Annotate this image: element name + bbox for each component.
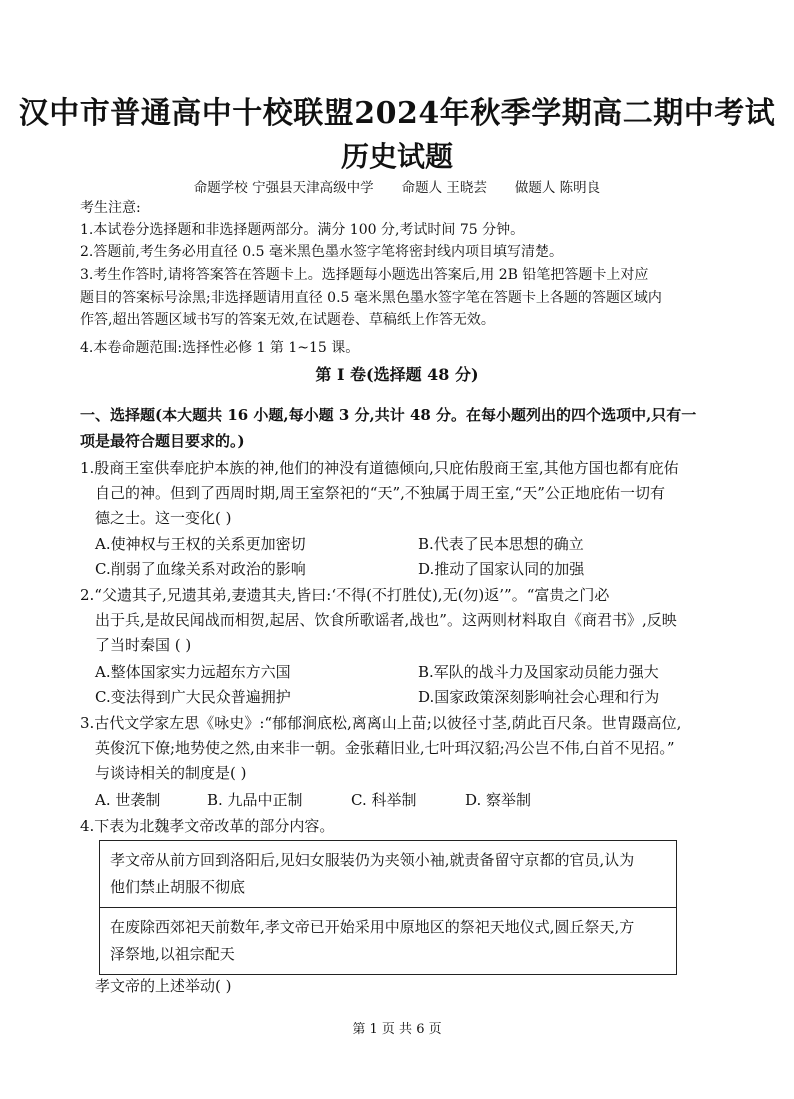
question-4-table	[99, 840, 677, 975]
question-2-option-d: D.国家政策深刻影响社会心理和行为	[418, 688, 660, 706]
notice-item: 题目的答案标号涂黑;非选择题请用直径 0.5 毫米黑色墨水签字笔在答题卡上各题的答题区域内	[80, 290, 662, 306]
question-1-option-a: A.使神权与王权的关系更加密切	[95, 535, 306, 553]
solver-name: 做题人 陈明良	[514, 180, 601, 196]
question-3-option-b: B. 九品中正制	[207, 791, 303, 809]
table-row	[100, 908, 676, 974]
question-3-text: 英俊沉下僚;地势使之然,由来非一朝。金张藉旧业,七叶珥汉貂;冯公岂不伟,白首不见招。”	[95, 739, 675, 757]
notice-heading: 考生注意:	[80, 200, 141, 216]
section-instructions: 项是最符合题目要求的。)	[80, 432, 245, 450]
table-cell-text: 在废除西郊祀天前数年,孝文帝已开始采用中原地区的祭祀天地仪式,圆丘祭天,方	[110, 918, 635, 936]
question-1-option-d: D.推动了国家认同的加强	[418, 560, 585, 578]
notice-item: 1.本试卷分选择题和非选择题两部分。满分 100 分,考试时间 75 分钟。	[80, 222, 525, 238]
question-2-text: 2.“父遗其子,兄遗其弟,妻遗其夫,皆曰:‘不得(不打胜仗),无(勿)返’”。“富贵之门必	[80, 586, 610, 604]
question-3-option-c: C. 科举制	[351, 791, 417, 809]
table-row	[100, 841, 676, 908]
exam-title: 汉中市普通高中十校联盟2024年秋季学期高二期中考试	[18, 96, 776, 131]
author-name: 命题人 王晓芸	[401, 180, 487, 196]
question-3-option-a: A. 世袭制	[95, 791, 161, 809]
section-instructions: 一、选择题(本大题共 16 小题,每小题 3 分,共计 48 分。在每小题列出的四个选项中,只有一	[80, 406, 697, 424]
table-cell-text: 泽祭地,以祖宗配天	[110, 945, 235, 963]
question-2-option-b: B.军队的战斗力及国家动员能力强大	[418, 663, 659, 681]
question-1-text: 自己的神。但到了西周时期,周王室祭祀的“天”,不独属于周王室,“天”公正地庇佑一切有	[95, 484, 665, 502]
notice-item: 2.答题前,考生务必用直径 0.5 毫米黑色墨水签字笔将密封线内项目填写清楚。	[80, 244, 563, 260]
question-1-option-b: B.代表了民本思想的确立	[418, 535, 584, 553]
notice-item: 3.考生作答时,请将答案答在答题卡上。选择题每小题选出答案后,用 2B 铅笔把答题卡上对应	[80, 267, 649, 283]
question-4-stem: 孝文帝的上述举动( )	[95, 977, 232, 995]
table-cell-text: 他们禁止胡服不彻底	[110, 878, 246, 896]
question-3-text: 3.古代文学家左思《咏史》:“郁郁涧底松,离离山上苗;以彼径寸茎,荫此百尺条。世胄蹑高位,	[80, 714, 682, 732]
authors-line	[0, 176, 794, 196]
question-2-text: 了当时秦国 ( )	[95, 636, 192, 654]
question-3-option-d: D. 察举制	[465, 791, 532, 809]
question-1-option-c: C.削弱了血缘关系对政治的影响	[95, 560, 306, 578]
notice-item: 作答,超出答题区域书写的答案无效,在试题卷、草稿纸上作答无效。	[80, 312, 495, 328]
question-2-option-c: C.变法得到广大民众普遍拥护	[95, 688, 291, 706]
page-number: 第 1 页 共 6 页	[352, 1022, 442, 1037]
question-1-text: 1.殷商王室供奉庇护本族的神,他们的神没有道德倾向,只庇佑殷商王室,其他方国也都有庇佑	[80, 459, 679, 477]
question-2-option-a: A.整体国家实力远超东方六国	[95, 663, 291, 681]
question-4-intro: 4.下表为北魏孝文帝改革的部分内容。	[80, 817, 335, 835]
question-1-text: 德之士。这一变化( )	[95, 509, 232, 527]
table-cell-text: 孝文帝从前方回到洛阳后,见妇女服装仍为夹领小袖,就责备留守京都的官员,认为	[110, 851, 635, 869]
question-3-text: 与谈诗相关的制度是( )	[95, 764, 247, 782]
section-heading: 第 I 卷(选择题 48 分)	[315, 365, 479, 384]
author-school: 命题学校 宁强县天津高级中学	[193, 180, 374, 196]
question-2-text: 出于兵,是故民闻战而相贺,起居、饮食所歌谣者,战也”。这两则材料取自《商君书》,反映	[95, 611, 677, 629]
notice-item: 4.本卷命题范围:选择性必修 1 第 1~15 课。	[80, 340, 360, 356]
exam-subtitle: 历史试题	[340, 140, 453, 173]
